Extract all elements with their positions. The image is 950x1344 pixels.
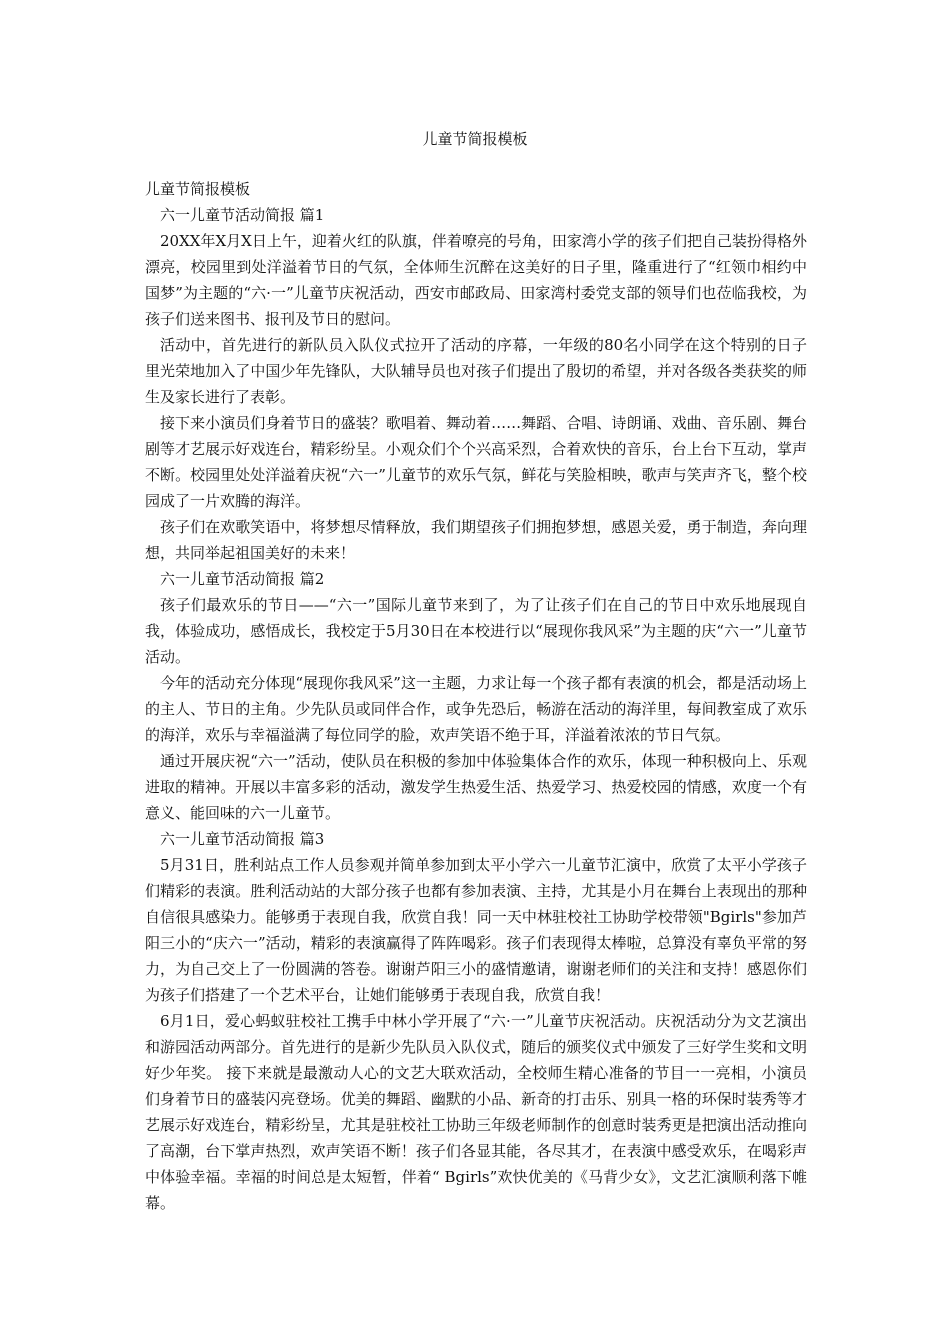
section-2-paragraph-1: 孩子们最欢乐的节日——“六一”国际儿童节来到了，为了让孩子们在自己的节日中欢乐地展现自我，体验成功，感悟成长，我校定于5月30日在本校进行以“展现你我风采”为主题的庆“六一”儿童节活动。 [145,596,807,666]
section-3-paragraph-2: 6月1日，爱心蚂蚁驻校社工携手中林小学开展了“六·一”儿童节庆祝活动。庆祝活动分为文艺演出和游园活动两部分。首先进行的是新少先队员入队仪式，随后的颁奖仪式中颁发了三好学生奖和文明好少年奖。 接下来就是最激动人心的文艺大联欢活动，全校师生精心准备的节目一一亮相，小演员们身着节日的盛装闪亮登场。优美的舞蹈、幽默的小品、新奇的打击乐、别具一格的环保时装秀等才艺展示好戏连台，精彩纷呈，尤其是驻校社工协助三年级老师制作的创意时装秀更是把演出活动推向了高潮，台下掌声热烈，欢声笑语不断！孩子们各显其能，各尽其才，在表演中感受欢乐，在喝彩声中体验幸福。幸福的时间总是太短暂，伴着“ Bgirls”欢快优美的《马背少女》，文艺汇演顺利落下帷幕。 [145,1012,807,1212]
document-body [145,176,807,1216]
document-title: 儿童节简报模板 [422,130,528,148]
document-subtitle: 儿童节简报模板 [145,180,251,198]
section-1-paragraph-2: 活动中，首先进行的新队员入队仪式拉开了活动的序幕，一年级的80名小同学在这个特别的日子里光荣地加入了中国少年先锋队，大队辅导员也对孩子们提出了殷切的希望，并对各级各类获奖的师生及家长进行了表彰。 [145,336,807,406]
section-1-paragraph-4: 孩子们在欢歌笑语中，将梦想尽情释放，我们期望孩子们拥抱梦想，感恩关爱，勇于制造，奔向理想，共同举起祖国美好的未来！ [145,518,807,562]
section-heading-3: 六一儿童节活动简报 篇3 [160,830,325,848]
section-1-paragraph-1: 20XX年X月X日上午，迎着火红的队旗，伴着嘹亮的号角，田家湾小学的孩子们把自己装扮得格外漂亮，校园里到处洋溢着节日的气氛，全体师生沉醉在这美好的日子里，隆重进行了“红领巾相约中国梦”为主题的“六·一”儿童节庆祝活动，西安市邮政局、田家湾村委党支部的领导们也莅临我校，为孩子们送来图书、报刊及节日的慰问。 [145,232,807,328]
section-3-paragraph-1: 5月31日，胜利站点工作人员参观并简单参加到太平小学六一儿童节汇演中，欣赏了太平小学孩子们精彩的表演。胜利活动站的大部分孩子也都有参加表演、主持，尤其是小月在舞台上表现出的那种自信很具感染力。能够勇于表现自我，欣赏自我！同一天中林驻校社工协助学校带领"Bgirls"参加芦阳三小的“庆六一”活动，精彩的表演赢得了阵阵喝彩。孩子们表现得太棒啦，总算没有辜负平常的努力，为自己交上了一份圆满的答卷。谢谢芦阳三小的盛情邀请，谢谢老师们的关注和支持！感恩你们为孩子们搭建了一个艺术平台，让她们能够勇于表现自我，欣赏自我！ [145,856,807,1004]
section-heading-1: 六一儿童节活动简报 篇1 [160,206,325,224]
section-1-paragraph-3: 接下来小演员们身着节日的盛装？歌唱着、舞动着……舞蹈、合唱、诗朗诵、戏曲、音乐剧、舞台剧等才艺展示好戏连台，精彩纷呈。小观众们个个兴高采烈，合着欢快的音乐，台上台下互动，掌声不断。校园里处处洋溢着庆祝“六一”儿童节的欢乐气氛，鲜花与笑脸相映，歌声与笑声齐飞，整个校园成了一片欢腾的海洋。 [145,414,807,510]
section-2-paragraph-3: 通过开展庆祝“六一”活动，使队员在积极的参加中体验集体合作的欢乐，体现一种积极向上、乐观进取的精神。开展以丰富多彩的活动，激发学生热爱生活、热爱学习、热爱校园的情感，欢度一个有意义、能回味的六一儿童节。 [145,752,807,822]
section-heading-2: 六一儿童节活动简报 篇2 [160,570,325,588]
section-2-paragraph-2: 今年的活动充分体现“展现你我风采”这一主题，力求让每一个孩子都有表演的机会，都是活动场上的主人、节日的主角。少先队员或同伴合作，或争先恐后，畅游在活动的海洋里，每间教室成了欢乐的海洋，欢乐与幸福溢满了每位同学的脸，欢声笑语不绝于耳，洋溢着浓浓的节日气氛。 [145,674,807,744]
